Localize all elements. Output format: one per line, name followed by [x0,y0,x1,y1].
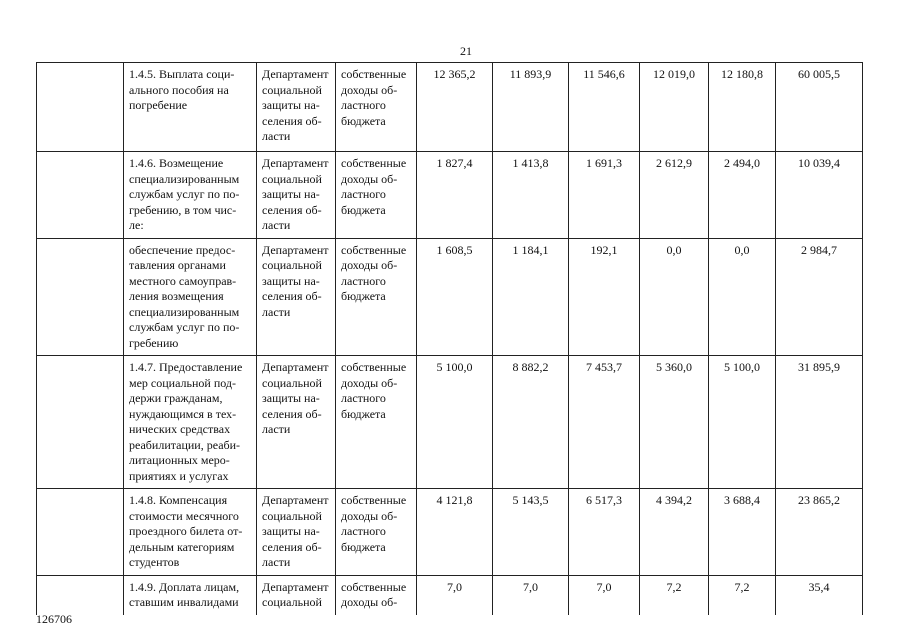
executor-cell: Департамент социальной защиты на- селения об- ласти [257,152,336,239]
value-cell: 192,1 [569,238,640,356]
value-cell: 6 517,3 [569,489,640,576]
budget-table [36,62,863,615]
value-cell: 7,0 [569,575,640,615]
measure-name-cell: обеспечение предос- тавления органами местного самоуправ- ления возмещения специализированным службам услуг по по- гребению [124,238,257,356]
value-cell: 1 413,8 [493,152,569,239]
measure-name-cell: 1.4.8. Компенсация стоимости месячного проездного билета от- дельным категориям студентов [124,489,257,576]
value-cell: 7,0 [417,575,493,615]
table-body [37,63,863,615]
value-cell: 8 882,2 [493,356,569,489]
value-cell: 4 394,2 [640,489,709,576]
table-row [37,489,863,576]
value-cell: 12 365,2 [417,63,493,152]
total-value-cell: 23 865,2 [776,489,863,576]
funding-source-cell: собственные доходы об- ластного бюджета [336,489,417,576]
executor-cell: Департамент социальной защиты на- селения об- ласти [257,489,336,576]
value-cell: 3 688,4 [709,489,776,576]
blank-cell [37,575,124,615]
page-number: 21 [460,44,472,58]
funding-source-cell: собственные доходы об- ластного бюджета [336,238,417,356]
value-cell: 11 893,9 [493,63,569,152]
value-cell: 11 546,6 [569,63,640,152]
funding-source-cell: собственные доходы об- [336,575,417,615]
table-row [37,238,863,356]
value-cell: 7 453,7 [569,356,640,489]
value-cell: 1 691,3 [569,152,640,239]
measure-name-cell: 1.4.5. Выплата соци- ального пособия на погребение [124,63,257,152]
executor-cell: Департамент социальной защиты на- селения об- ласти [257,63,336,152]
total-value-cell: 10 039,4 [776,152,863,239]
value-cell: 12 019,0 [640,63,709,152]
blank-cell [37,489,124,576]
document-code: 126706 [36,612,72,626]
total-value-cell: 2 984,7 [776,238,863,356]
value-cell: 5 100,0 [417,356,493,489]
funding-source-cell: собственные доходы об- ластного бюджета [336,152,417,239]
value-cell: 5 360,0 [640,356,709,489]
executor-cell: Департамент социальной защиты на- селения об- ласти [257,238,336,356]
executor-cell: Департамент социальной [257,575,336,615]
value-cell: 7,0 [493,575,569,615]
value-cell: 1 184,1 [493,238,569,356]
value-cell: 0,0 [640,238,709,356]
value-cell: 0,0 [709,238,776,356]
table-row [37,356,863,489]
value-cell: 7,2 [640,575,709,615]
value-cell: 5 100,0 [709,356,776,489]
table-row [37,152,863,239]
value-cell: 2 494,0 [709,152,776,239]
funding-source-cell: собственные доходы об- ластного бюджета [336,63,417,152]
value-cell: 7,2 [709,575,776,615]
table-row [37,575,863,615]
value-cell: 2 612,9 [640,152,709,239]
value-cell: 5 143,5 [493,489,569,576]
funding-source-cell: собственные доходы об- ластного бюджета [336,356,417,489]
value-cell: 4 121,8 [417,489,493,576]
blank-cell [37,63,124,152]
table-row [37,63,863,152]
executor-cell: Департамент социальной защиты на- селения об- ласти [257,356,336,489]
total-value-cell: 35,4 [776,575,863,615]
measure-name-cell: 1.4.6. Возмещение специализированным службам услуг по по- гребению, в том чис- ле: [124,152,257,239]
blank-cell [37,356,124,489]
measure-name-cell: 1.4.7. Предоставление мер социальной под- держи гражданам, нуждающимся в тех- нических средствах реабилитации, реаби- литационных меро- приятиях и услугах [124,356,257,489]
blank-cell [37,152,124,239]
total-value-cell: 31 895,9 [776,356,863,489]
measure-name-cell: 1.4.9. Доплата лицам, ставшим инвалидами [124,575,257,615]
blank-cell [37,238,124,356]
total-value-cell: 60 005,5 [776,63,863,152]
value-cell: 1 608,5 [417,238,493,356]
value-cell: 1 827,4 [417,152,493,239]
value-cell: 12 180,8 [709,63,776,152]
